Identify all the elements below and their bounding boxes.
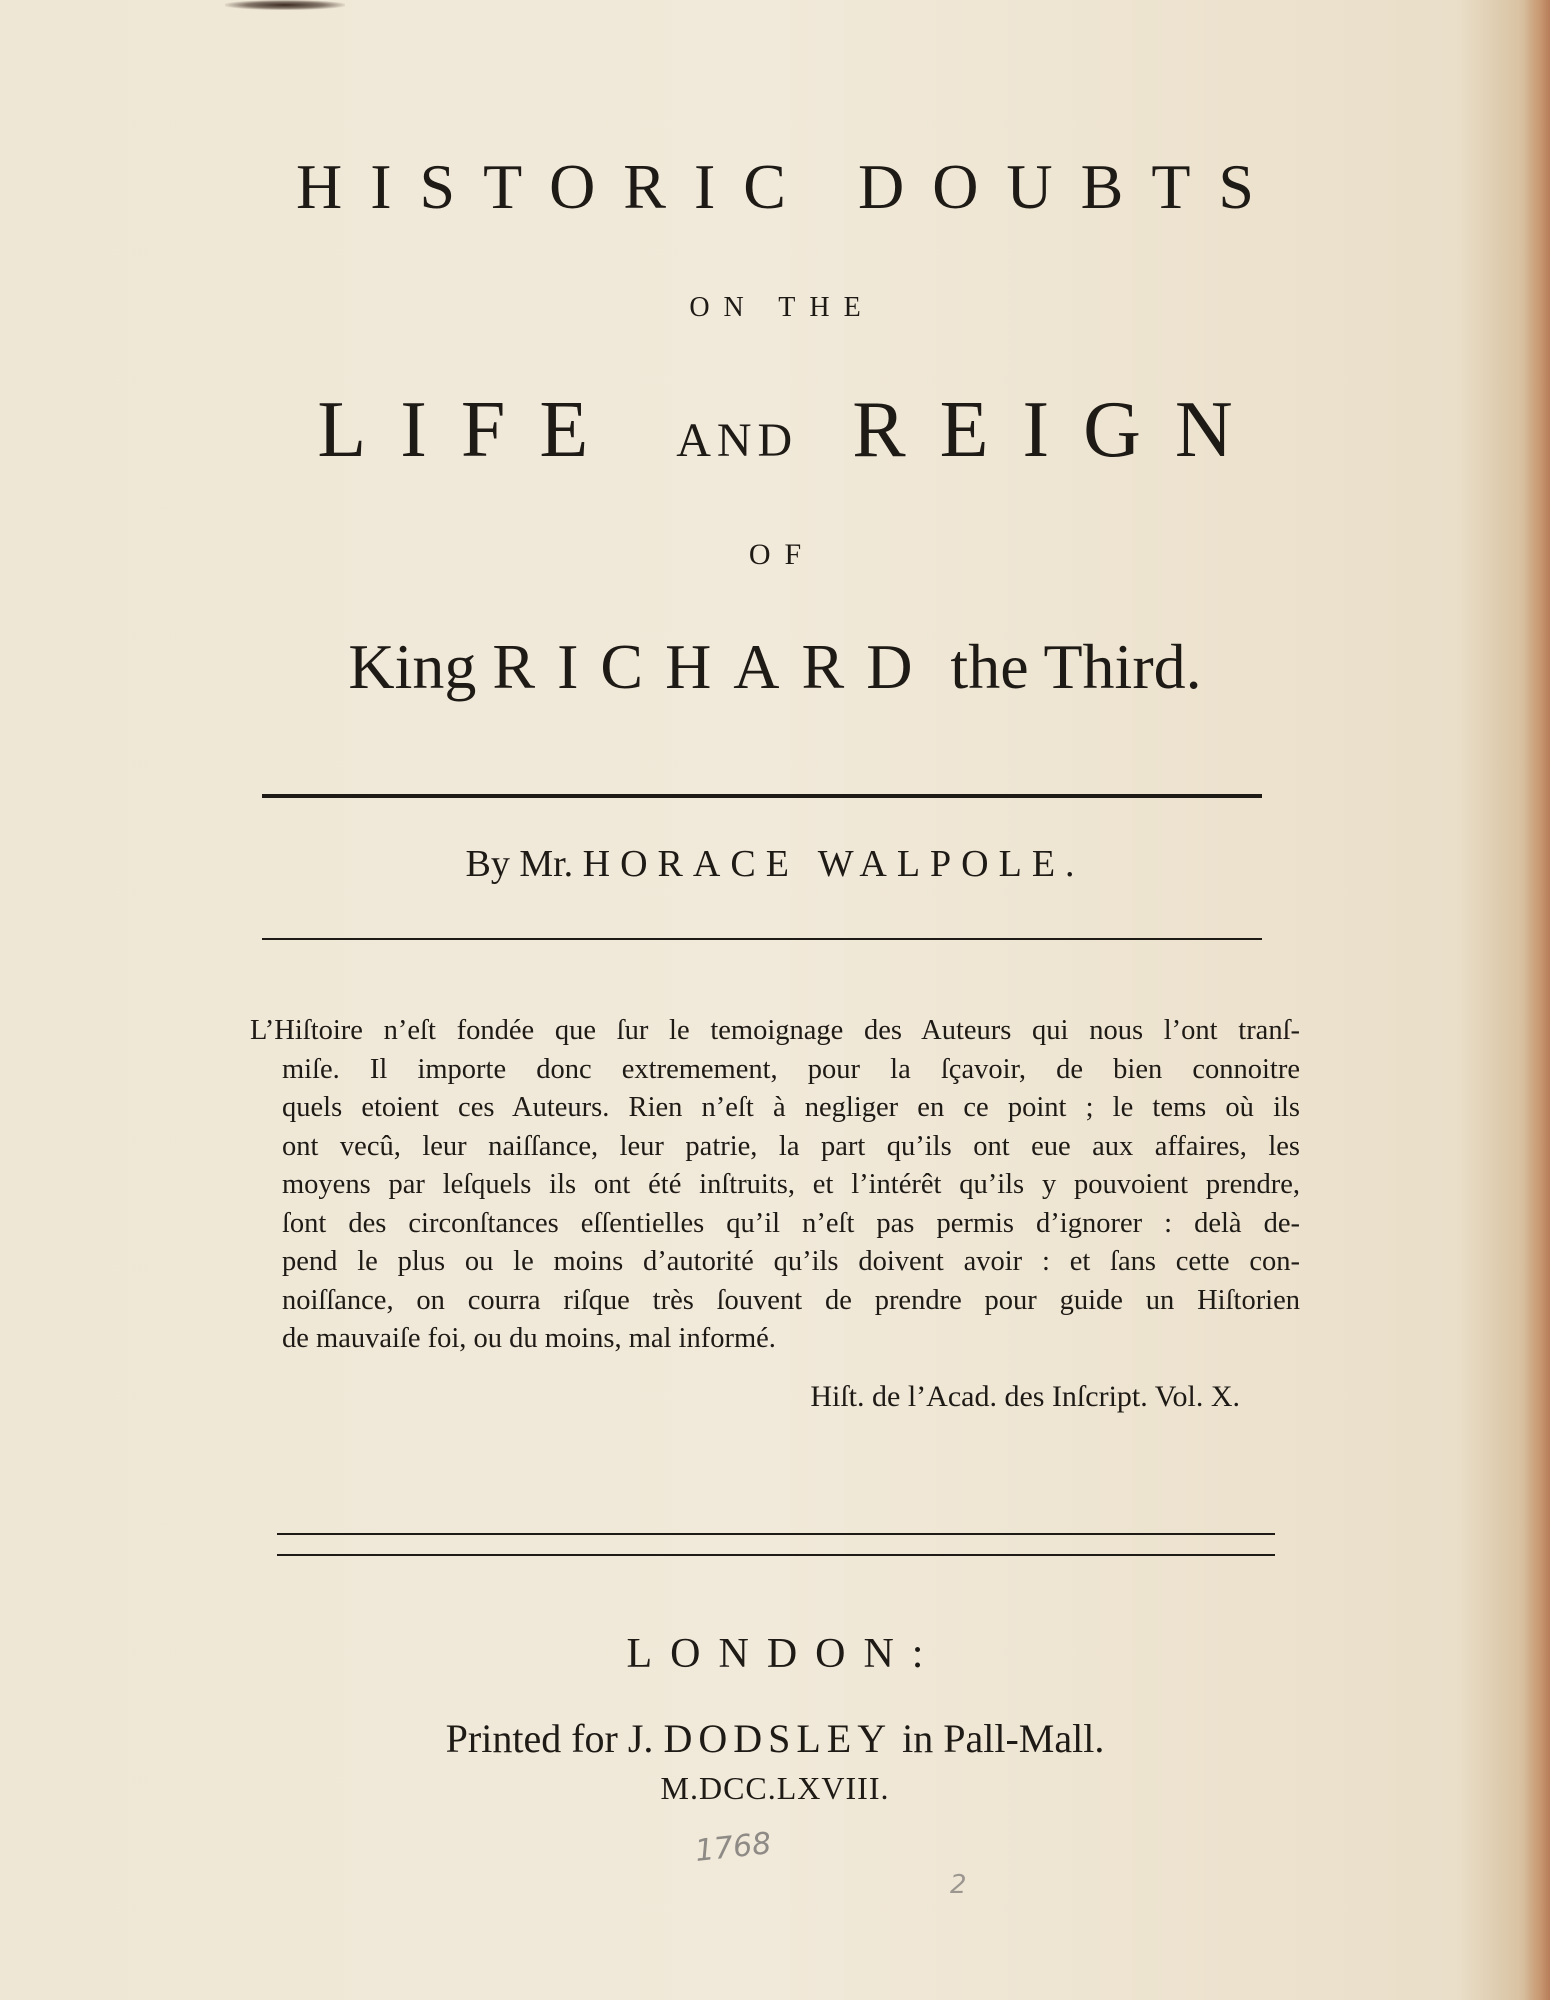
epigraph-citation: Hiſt. de l’Acad. des Inſcript. Vol. X. <box>810 1380 1240 1413</box>
title-line-3 <box>0 385 1550 476</box>
imprint-date: M.DCC.LXVIII. <box>660 1770 890 1806</box>
title-richard: RICHARD <box>492 631 935 702</box>
epigraph-line: miſe. Il importe donc extremement, pour la ſçavoir, de bien connoitre <box>282 1053 1300 1085</box>
divider-rule <box>262 938 1262 940</box>
epigraph-line: pend le plus ou le moins d’autorité qu’ils doivent avoir : et ſans cette con- <box>282 1246 1300 1277</box>
imprint-printer: DODSLEY <box>663 1716 893 1761</box>
divider-rule <box>262 794 1262 798</box>
title-king: King <box>348 631 477 702</box>
epigraph-line: L’Hiſtoire n’eſt fondée que ſur le temoignage des Auteurs qui nous l’ont tranſ- <box>250 1015 1300 1046</box>
title-the-third: the Third. <box>950 631 1202 702</box>
epigraph-line: moyens par leſquels ils ont été inſtruits, et l’intérêt qu’ils y pouvoient prendre, <box>282 1169 1300 1200</box>
title-and: AND <box>676 414 799 467</box>
author-name: HORACE WALPOLE. <box>582 843 1085 885</box>
imprint-suffix: in Pall-Mall. <box>902 1716 1105 1761</box>
author-line <box>0 842 1550 886</box>
title-line-4: OF <box>748 538 816 571</box>
epigraph-line: quels etoient ces Auteurs. Rien n’eſt à negliger en ce point ; le tems où ils <box>282 1092 1300 1123</box>
epigraph-line: noiſſance, on courra riſque très ſouvent de prendre pour guide un Hiſtorien <box>282 1284 1300 1316</box>
double-rule-top <box>277 1533 1275 1535</box>
epigraph-line: ſont des circonſtances eſſentielles qu’il n’eſt pas permis d’ignorer : delà de- <box>282 1207 1300 1239</box>
handwritten-year: 1768 <box>693 1826 773 1869</box>
double-rule-bottom <box>277 1554 1275 1556</box>
ink-mark <box>225 0 345 10</box>
epigraph-line: ont vecû, leur naiſſance, leur patrie, la part qu’ils ont eue aux affaires, les <box>282 1130 1300 1162</box>
title-line-5 <box>0 630 1550 704</box>
title-line-1: HISTORIC DOUBTS <box>296 151 1282 222</box>
imprint-prefix: Printed for J. <box>445 1716 654 1761</box>
title-life: LIFE <box>317 386 623 474</box>
title-line-2: ON THE <box>689 292 875 323</box>
imprint-printer-line <box>0 1715 1550 1762</box>
epigraph-line: de mauvaiſe foi, ou du moins, mal informé. <box>282 1323 776 1354</box>
title-reign: REIGN <box>852 386 1267 474</box>
author-prefix: By Mr. <box>465 843 574 885</box>
imprint-city: LONDON: <box>626 1631 942 1677</box>
epigraph <box>250 1012 1300 1359</box>
handwritten-mark: 2 <box>950 1870 967 1900</box>
